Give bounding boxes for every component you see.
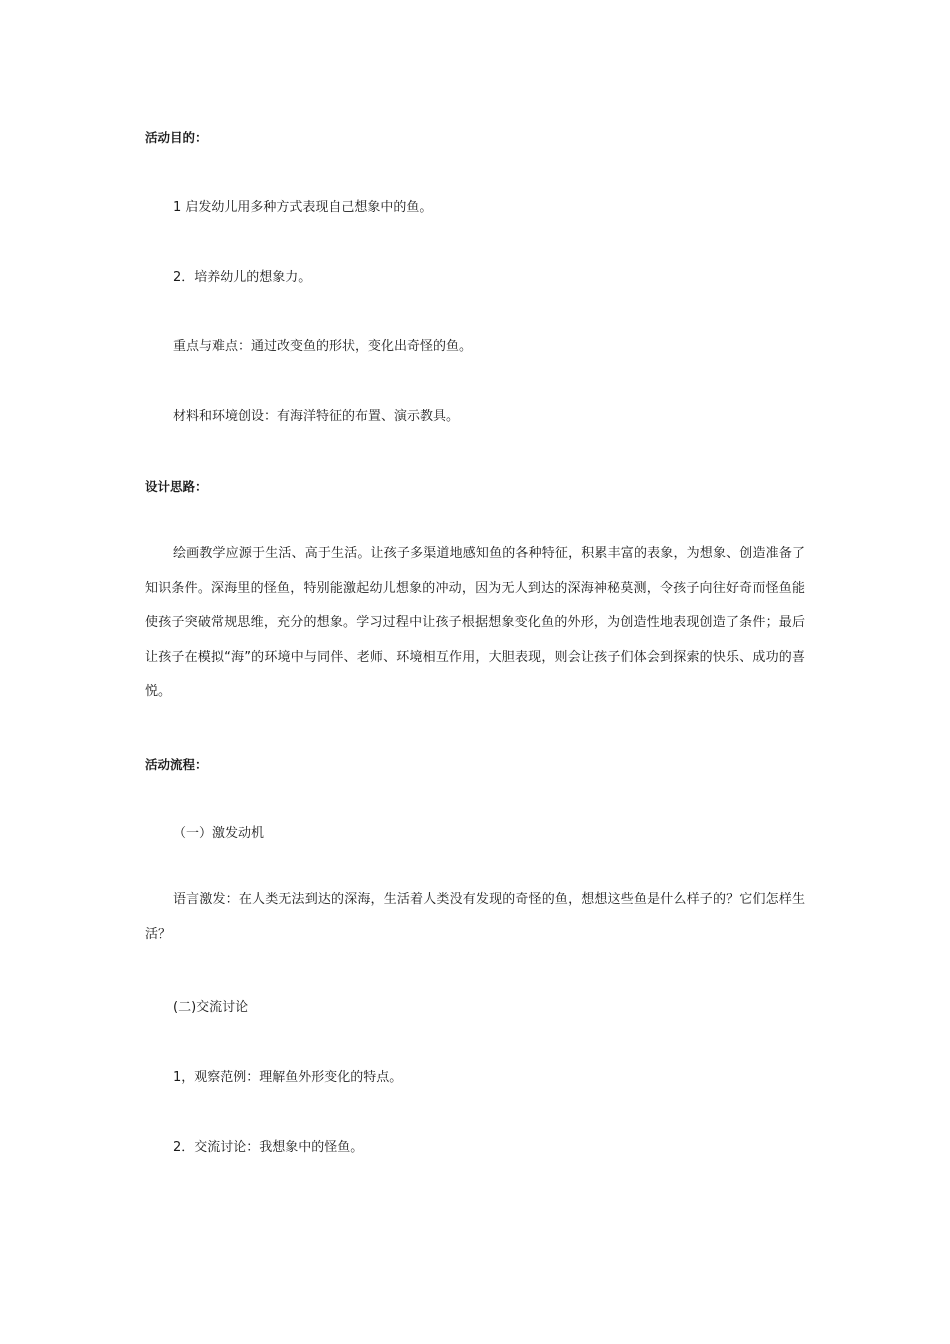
goals-heading: 活动目的： [145, 130, 208, 145]
step2-item-1: 1，观察范例：理解鱼外形变化的特点。 [173, 1070, 403, 1085]
goal-item-1: 1 启发幼儿用多种方式表现自己想象中的鱼。 [173, 200, 433, 215]
process-heading: 活动流程： [145, 757, 208, 772]
goal-item-2: 2．培养幼儿的想象力。 [173, 270, 312, 285]
design-heading: 设计思路： [145, 479, 208, 494]
step1-title: （一）激发动机 [173, 826, 265, 841]
step1-text: 语言激发：在人类无法到达的深海，生活着人类没有发现的奇怪的鱼，想想这些鱼是什么样子的？它们怎样生活？ [145, 892, 805, 942]
step2-title: (二)交流讨论 [173, 1000, 249, 1015]
step2-item-2: 2．交流讨论：我想象中的怪鱼。 [173, 1140, 364, 1155]
key-points-text: 重点与难点：通过改变鱼的形状，变化出奇怪的鱼。 [173, 339, 473, 354]
materials-text: 材料和环境创设：有海洋特征的布置、演示教具。 [173, 409, 460, 424]
design-paragraph: 绘画教学应源于生活、高于生活。让孩子多渠道地感知鱼的各种特征，积累丰富的表象，为想象、创造准备了知识条件。深海里的怪鱼，特别能激起幼儿想象的冲动，因为无人到达的深海神秘莫测，令孩子向往好奇而怪鱼能使孩子突破常规思维，充分的想象。学习过程中让孩子根据想象变化鱼的外形，为创造性地表现创造了条件；最后让孩子在模拟“海”的环境中与同伴、老师、环境相互作用，大胆表现，则会让孩子们体会到探索的快乐、成功的喜悦。 [145, 546, 805, 700]
